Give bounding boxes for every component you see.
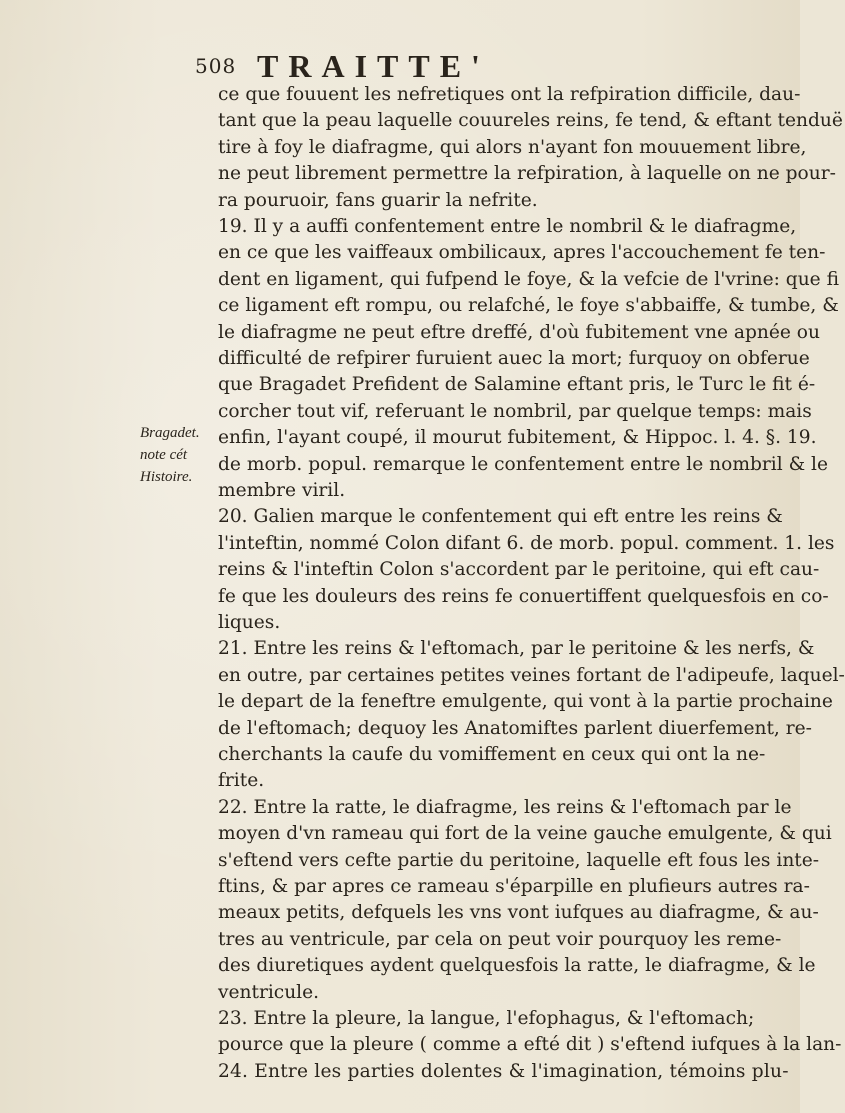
page-number: 508 <box>195 54 237 78</box>
text-line: dent en ligament, qui fufpend le foye, & la vefcie de l'vrine: que fi <box>218 268 840 290</box>
text-line: liques. <box>218 612 281 633</box>
text-line: reins & l'inteftin Colon s'accordent par le peritoine, qui eft cau- <box>218 559 820 581</box>
text-line: ce ligament eft rompu, ou relafché, le foye s'abbaiffe, & tumbe, & <box>218 295 839 317</box>
margin-note-label: note cét <box>140 447 188 463</box>
margin-note-name: Bragadet. <box>140 425 200 441</box>
running-title: TRAITTE' <box>257 48 490 84</box>
text-line: difficulté de refpirer furuient auec la mort; furquoy on obferue <box>218 348 810 369</box>
catchline: 24. Entre les parties dolentes & l'imagination, témoins plu- <box>218 1060 789 1082</box>
text-line: cherchants la caufe du vomiffement en ceux qui ont la ne- <box>218 744 766 765</box>
text-line: enfin, l'ayant coupé, il mourut fubitement, & Hippoc. l. 4. §. 19. <box>218 427 817 449</box>
text-line: ne peut librement permettre la refpiration, à laquelle on ne pour- <box>218 163 836 185</box>
margin-note-history: Histoire. <box>140 469 193 485</box>
text-line: corcher tout vif, referuant le nombril, par quelque temps: mais <box>218 400 812 422</box>
text-line: ce que fouuent les nefretiques ont la refpiration difficile, dau- <box>218 84 801 105</box>
text-line: moyen d'vn rameau qui fort de la veine gauche emulgente, & qui <box>218 823 832 845</box>
text-line: frite. <box>218 770 265 792</box>
text-line: ftins, & par apres ce rameau s'éparpille en plufieurs autres ra- <box>218 876 810 897</box>
text-line: membre viril. <box>218 480 346 501</box>
text-line: des diuretiques aydent quelquesfois la ratte, le diafragme, & le <box>218 955 816 977</box>
text-line: meaux petits, defquels les vns vont iufques au diafragme, & au- <box>218 902 819 924</box>
text-line: de l'eftomach; dequoy les Anatomiftes parlent diuerfement, re- <box>218 717 812 739</box>
text-line: en outre, par certaines petites veines fortant de l'adipeufe, laquel- <box>218 664 845 686</box>
text-line: l'inteftin, nommé Colon difant 6. de morb. popul. comment. 1. les <box>218 532 835 554</box>
text-line: tres au ventricule, par cela on peut voir pourquoy les reme- <box>218 928 782 950</box>
text-line: le depart de la feneftre emulgente, qui vont à la partie prochaine <box>218 691 833 713</box>
text-line: le diafragme ne peut eftre dreffé, d'où fubitement vne apnée ou <box>218 321 820 343</box>
text-line: fe que les douleurs des reins fe conuertiffent quelquesfois en co- <box>218 585 829 607</box>
text-line: ventricule. <box>218 981 320 1003</box>
text-line: en ce que les vaiffeaux ombilicaux, apres l'accouchement fe ten- <box>218 242 826 264</box>
text-line: tant que la peau laquelle couureles reins, fe tend, & eftant tenduë <box>218 110 843 132</box>
text-line: s'eftend vers cefte partie du peritoine, laquelle eft fous les inte- <box>218 849 820 871</box>
text-line: tire à foy le diafragme, qui alors n'ayant fon mouuement libre, <box>218 136 807 158</box>
text-line: 21. Entre les reins & l'eftomach, par le peritoine & les nerfs, & <box>218 638 815 660</box>
text-line: 20. Galien marque le confentement qui eft entre les reins & <box>218 506 783 528</box>
text-line: 19. Il y a auffi confentement entre le nombril & le diafragme, <box>218 216 797 237</box>
text-line: de morb. popul. remarque le confentement entre le nombril & le <box>218 453 828 475</box>
text-line: 23. Entre la pleure, la langue, l'efophagus, & l'eftomach; <box>218 1008 755 1029</box>
text-line: que Bragadet Prefident de Salamine eftant pris, le Turc le fit é- <box>218 374 816 396</box>
text-line: pource que la pleure ( comme a efté dit ) s'eftend iufques à la lan- <box>218 1034 842 1056</box>
text-line: ra pouruoir, fans guarir la nefrite. <box>218 189 538 211</box>
text-line: 22. Entre la ratte, le diafragme, les reins & l'eftomach par le <box>218 796 792 818</box>
